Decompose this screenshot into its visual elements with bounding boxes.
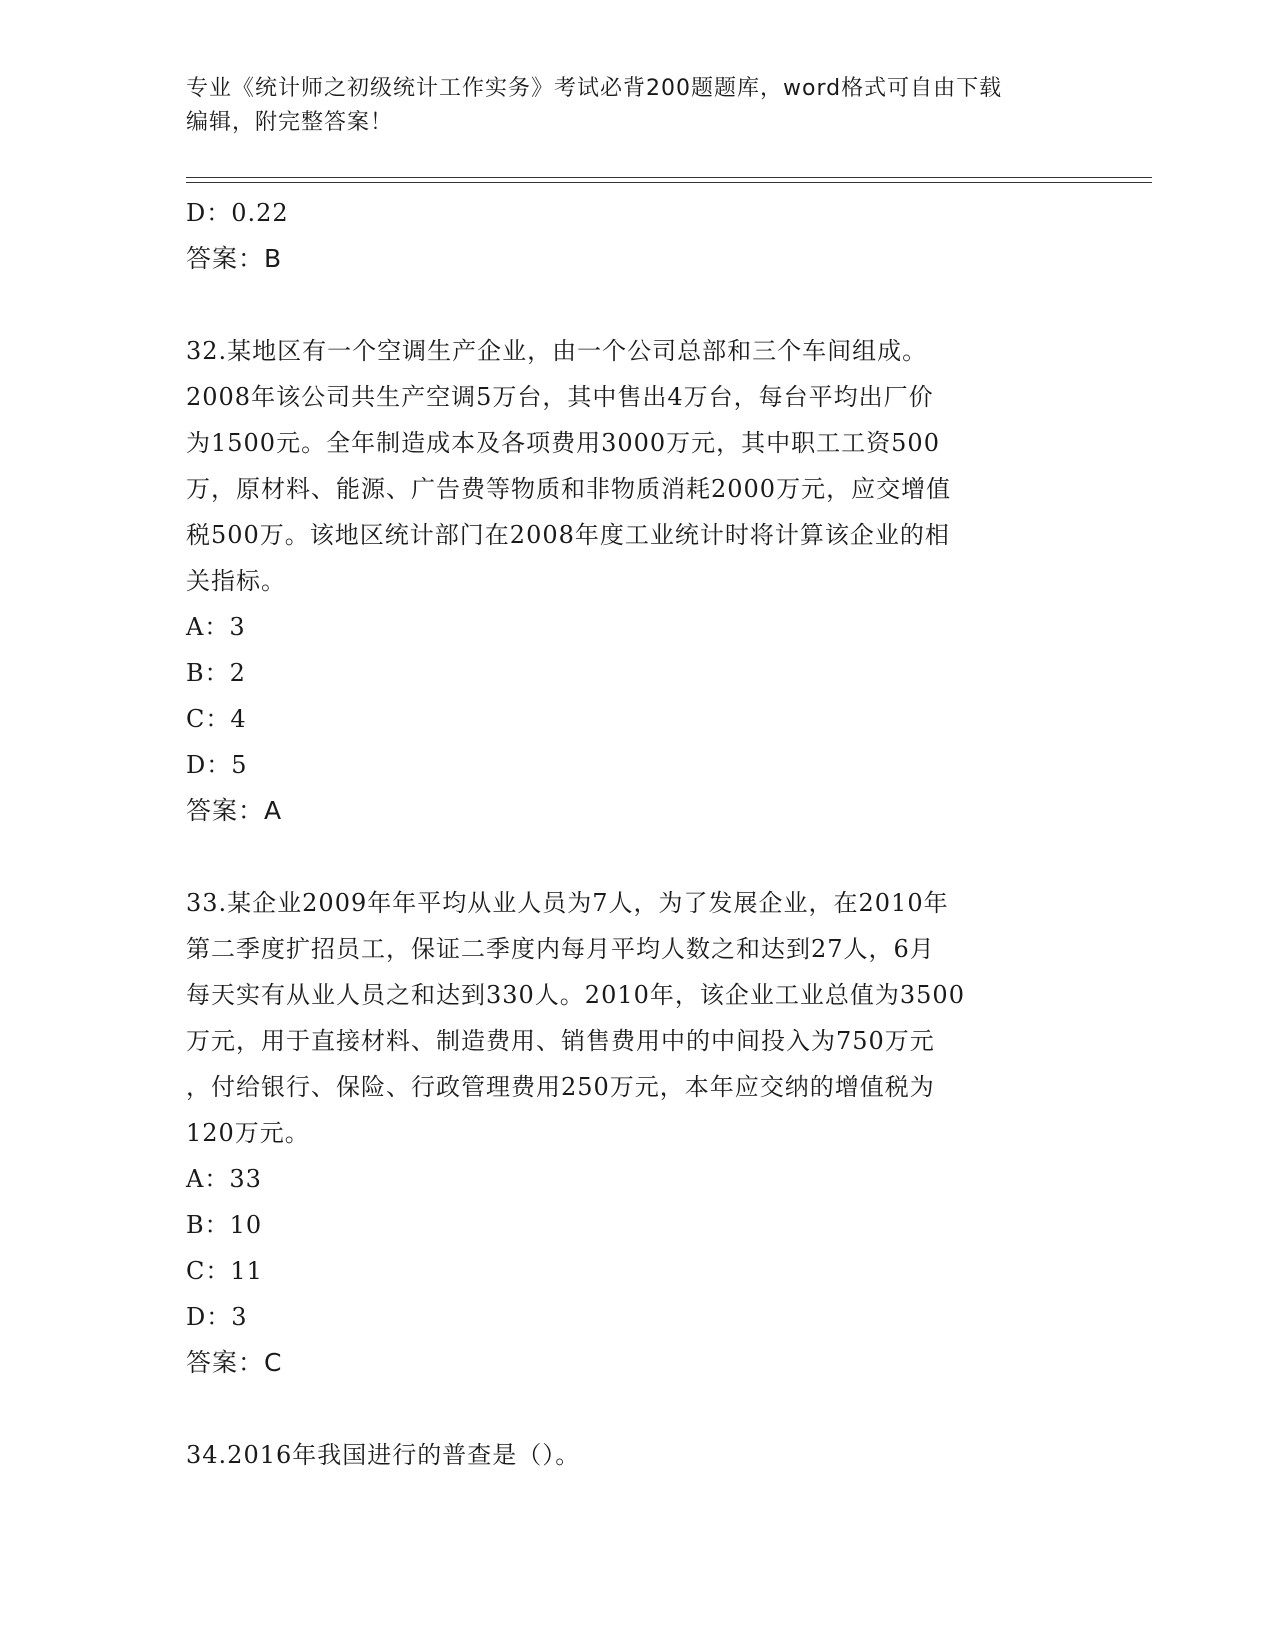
question-text-line: 每天实有从业人员之和达到330人。2010年，该企业工业总值为3500 — [186, 981, 965, 1009]
option-a: A：33 — [186, 1165, 262, 1193]
option-a: A：3 — [186, 613, 246, 641]
option-c: C：4 — [186, 705, 247, 733]
answer-line: 答案：C — [186, 1348, 283, 1377]
question-text-line: 34.2016年我国进行的普查是（）。 — [186, 1441, 581, 1469]
option-b: B：10 — [186, 1211, 263, 1239]
question-block-33 — [186, 880, 1086, 1386]
question-block-34 — [186, 1432, 1086, 1478]
question-text-line: 2008年该公司共生产空调5万台，其中售出4万台，每台平均出厂价 — [186, 383, 934, 411]
header-line-2: 编辑，附完整答案！ — [186, 110, 394, 135]
header-divider-top — [186, 177, 1152, 178]
option-d: D：5 — [186, 751, 248, 779]
answer-line: 答案：A — [186, 796, 283, 825]
option-d: D：3 — [186, 1303, 248, 1331]
question-text-line: 32.某地区有一个空调生产企业，由一个公司总部和三个车间组成。 — [186, 337, 928, 365]
question-text-line: 万元，用于直接材料、制造费用、销售费用中的中间投入为750万元 — [186, 1027, 935, 1055]
spacer — [186, 834, 1086, 880]
question-text-line: 万，原材料、能源、广告费等物质和非物质消耗2000万元，应交增值 — [186, 475, 952, 503]
question-text-line: 120万元。 — [186, 1119, 310, 1147]
question-block-31-tail — [186, 190, 1086, 282]
header-divider-bottom — [186, 182, 1152, 183]
option-d: D：0.22 — [186, 199, 289, 227]
question-text-line: 税500万。该地区统计部门在2008年度工业统计时将计算该企业的相 — [186, 521, 950, 549]
document-header — [186, 72, 1086, 140]
question-block-32 — [186, 328, 1086, 834]
question-text-line: 关指标。 — [186, 567, 286, 595]
document-body — [186, 190, 1086, 1478]
spacer — [186, 1386, 1086, 1432]
question-text-line: ，付给银行、保险、行政管理费用250万元，本年应交纳的增值税为 — [186, 1073, 935, 1101]
answer-line: 答案：B — [186, 244, 283, 273]
spacer — [186, 282, 1086, 328]
option-b: B：2 — [186, 659, 246, 687]
question-text-line: 为1500元。全年制造成本及各项费用3000万元，其中职工工资500 — [186, 429, 940, 457]
option-c: C：11 — [186, 1257, 263, 1285]
question-text-line: 第二季度扩招员工，保证二季度内每月平均人数之和达到27人，6月 — [186, 935, 935, 963]
question-text-line: 33.某企业2009年年平均从业人员为7人，为了发展企业，在2010年 — [186, 889, 949, 917]
header-line-1: 专业《统计师之初级统计工作实务》考试必背200题题库，word格式可自由下载 — [186, 76, 1003, 101]
